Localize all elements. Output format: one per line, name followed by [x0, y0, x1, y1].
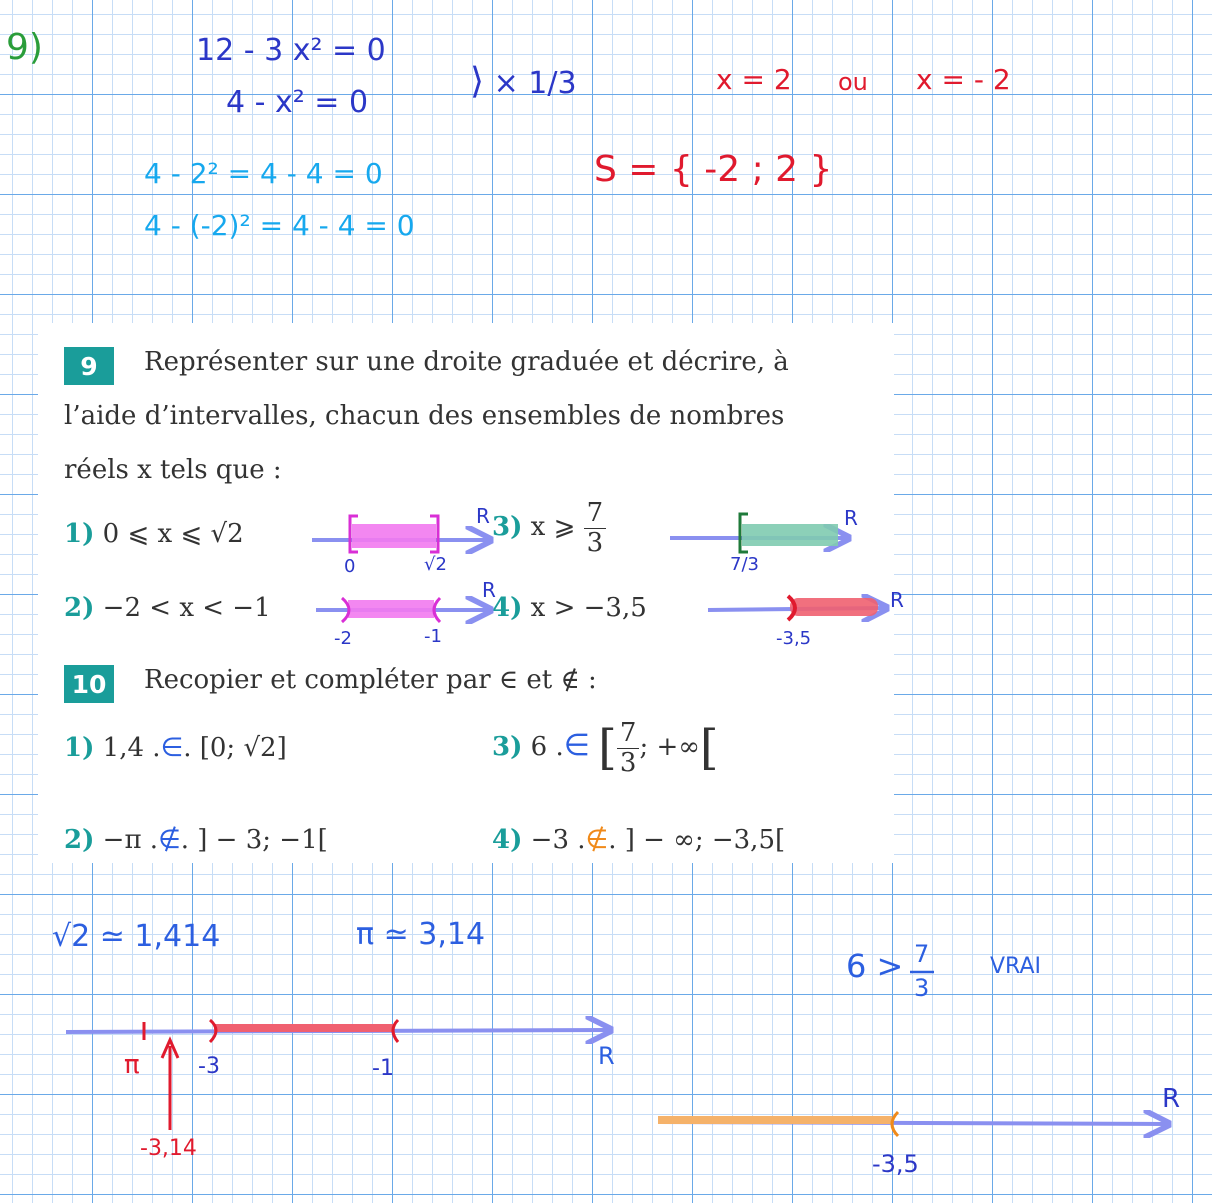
bottom-line-1-R: R — [598, 1042, 615, 1070]
ann-m2: -2 — [334, 628, 352, 649]
ex10-item-1-answer: ∈ — [160, 733, 184, 763]
ex9-item-1-number: 1) — [64, 519, 95, 549]
ann-m35: -3,5 — [776, 628, 812, 649]
ex9-item-2 — [64, 593, 271, 624]
ex10-item-4-number: 4) — [492, 825, 523, 855]
ex10-item-4-answer: ∉ — [585, 825, 609, 855]
bottom-line-1-m1: -1 — [372, 1056, 394, 1081]
equation-line-2: 4 - x² = 0 — [226, 85, 369, 120]
ann-sqrt2: √2 — [424, 554, 447, 575]
exercise-label-9: 9) — [6, 27, 43, 68]
ex9-item-1-text: 0 ⩽ x ⩽ √2 — [102, 519, 244, 549]
ann-0: 0 — [344, 556, 356, 577]
solution-x1: x = 2 — [716, 63, 792, 96]
ex9-item-1 — [64, 519, 244, 550]
exercise-9-line-1: Représenter sur une droite graduée et décrire, à — [144, 347, 789, 377]
ex10-item-3-fraction: $\frac{7}{3}$ — [617, 719, 640, 777]
ex9-item-4-number: 4) — [492, 593, 523, 623]
compare-den: 3 — [914, 974, 930, 1002]
numberline-bottom-2 — [658, 1112, 1166, 1136]
bottom-line-2-m35: -3,5 — [872, 1150, 919, 1178]
sqrt2-approx: √2 ≃ 1,414 — [52, 919, 221, 954]
ex9-item-2-text: −2 < x < −1 — [102, 593, 271, 623]
bottom-line-1-pi: π — [124, 1050, 140, 1080]
pi-approx: π ≃ 3,14 — [356, 917, 486, 952]
ex10-item-3-answer: ∈ — [563, 728, 590, 764]
exercise-10-title: Recopier et compléter par ∈ et ∉ : — [144, 665, 597, 695]
ex10-item-1: 1) 1,4 .∈. [0; √2] — [64, 733, 287, 763]
ex10-item-2-answer: ∉ — [158, 825, 181, 855]
ex10-item-2-number: 2) — [64, 825, 95, 855]
ann-R-3: R — [844, 506, 858, 530]
solution-set: S = { -2 ; 2 } — [594, 149, 833, 190]
bottom-line-2-R: R — [1162, 1084, 1181, 1114]
ex9-item-3-number: 3) — [492, 512, 523, 543]
numberline-bottom-1 — [66, 1020, 608, 1130]
multiply-note-text: × 1/3 — [493, 66, 577, 101]
check-line-2: 4 - (-2)² = 4 - 4 = 0 — [144, 209, 415, 242]
ann-R-4: R — [890, 588, 904, 612]
ex10-item-1-number: 1) — [64, 733, 95, 763]
compare-num: 7 — [914, 940, 930, 968]
ex9-item-3 — [492, 499, 606, 557]
exercise-9-line-3: réels x tels que : — [64, 455, 282, 485]
equation-line-1: 12 - 3 x² = 0 — [196, 33, 386, 68]
ex10-item-3-number: 3) — [492, 732, 523, 763]
compare-6: 6 > — [846, 947, 904, 985]
ann-R-1: R — [476, 504, 490, 528]
ex9-item-4 — [492, 593, 647, 624]
solution-or: ou — [838, 68, 868, 96]
exercise-10-badge: 10 — [64, 665, 114, 703]
ex9-item-3-fraction: $\frac{7}{3}$ — [584, 499, 607, 557]
bottom-line-1-m3: -3 — [198, 1054, 220, 1079]
ex10-item-3: 3) 6 .∈ [ $\frac{7}{3}$ ; +∞[ — [492, 718, 719, 778]
exercise-9-badge: 9 — [64, 347, 114, 385]
ann-R-2: R — [482, 578, 496, 602]
ex9-item-3-text: x ⩾ — [530, 512, 576, 543]
vrai-note: VRAI — [990, 954, 1041, 979]
ex10-item-4: 4) −3 .∉. ] − ∞; −3,5[ — [492, 825, 786, 855]
check-line-1: 4 - 2² = 4 - 4 = 0 — [144, 157, 383, 190]
ex9-item-2-number: 2) — [64, 593, 95, 623]
ann-m1: -1 — [424, 626, 442, 647]
bottom-line-1-m314: -3,14 — [140, 1136, 197, 1161]
exercise-panel — [38, 323, 894, 863]
multiply-note: ⟩ × 1/3 — [470, 61, 577, 102]
ann-7-3: 7/3 — [730, 554, 759, 575]
ex10-item-2: 2) −π .∉. ] − 3; −1[ — [64, 825, 328, 855]
solution-x2: x = - 2 — [916, 63, 1011, 96]
ex9-item-4-text: x > −3,5 — [530, 593, 647, 623]
exercise-9-line-2: l’aide d’intervalles, chacun des ensembles de nombres — [64, 401, 785, 431]
